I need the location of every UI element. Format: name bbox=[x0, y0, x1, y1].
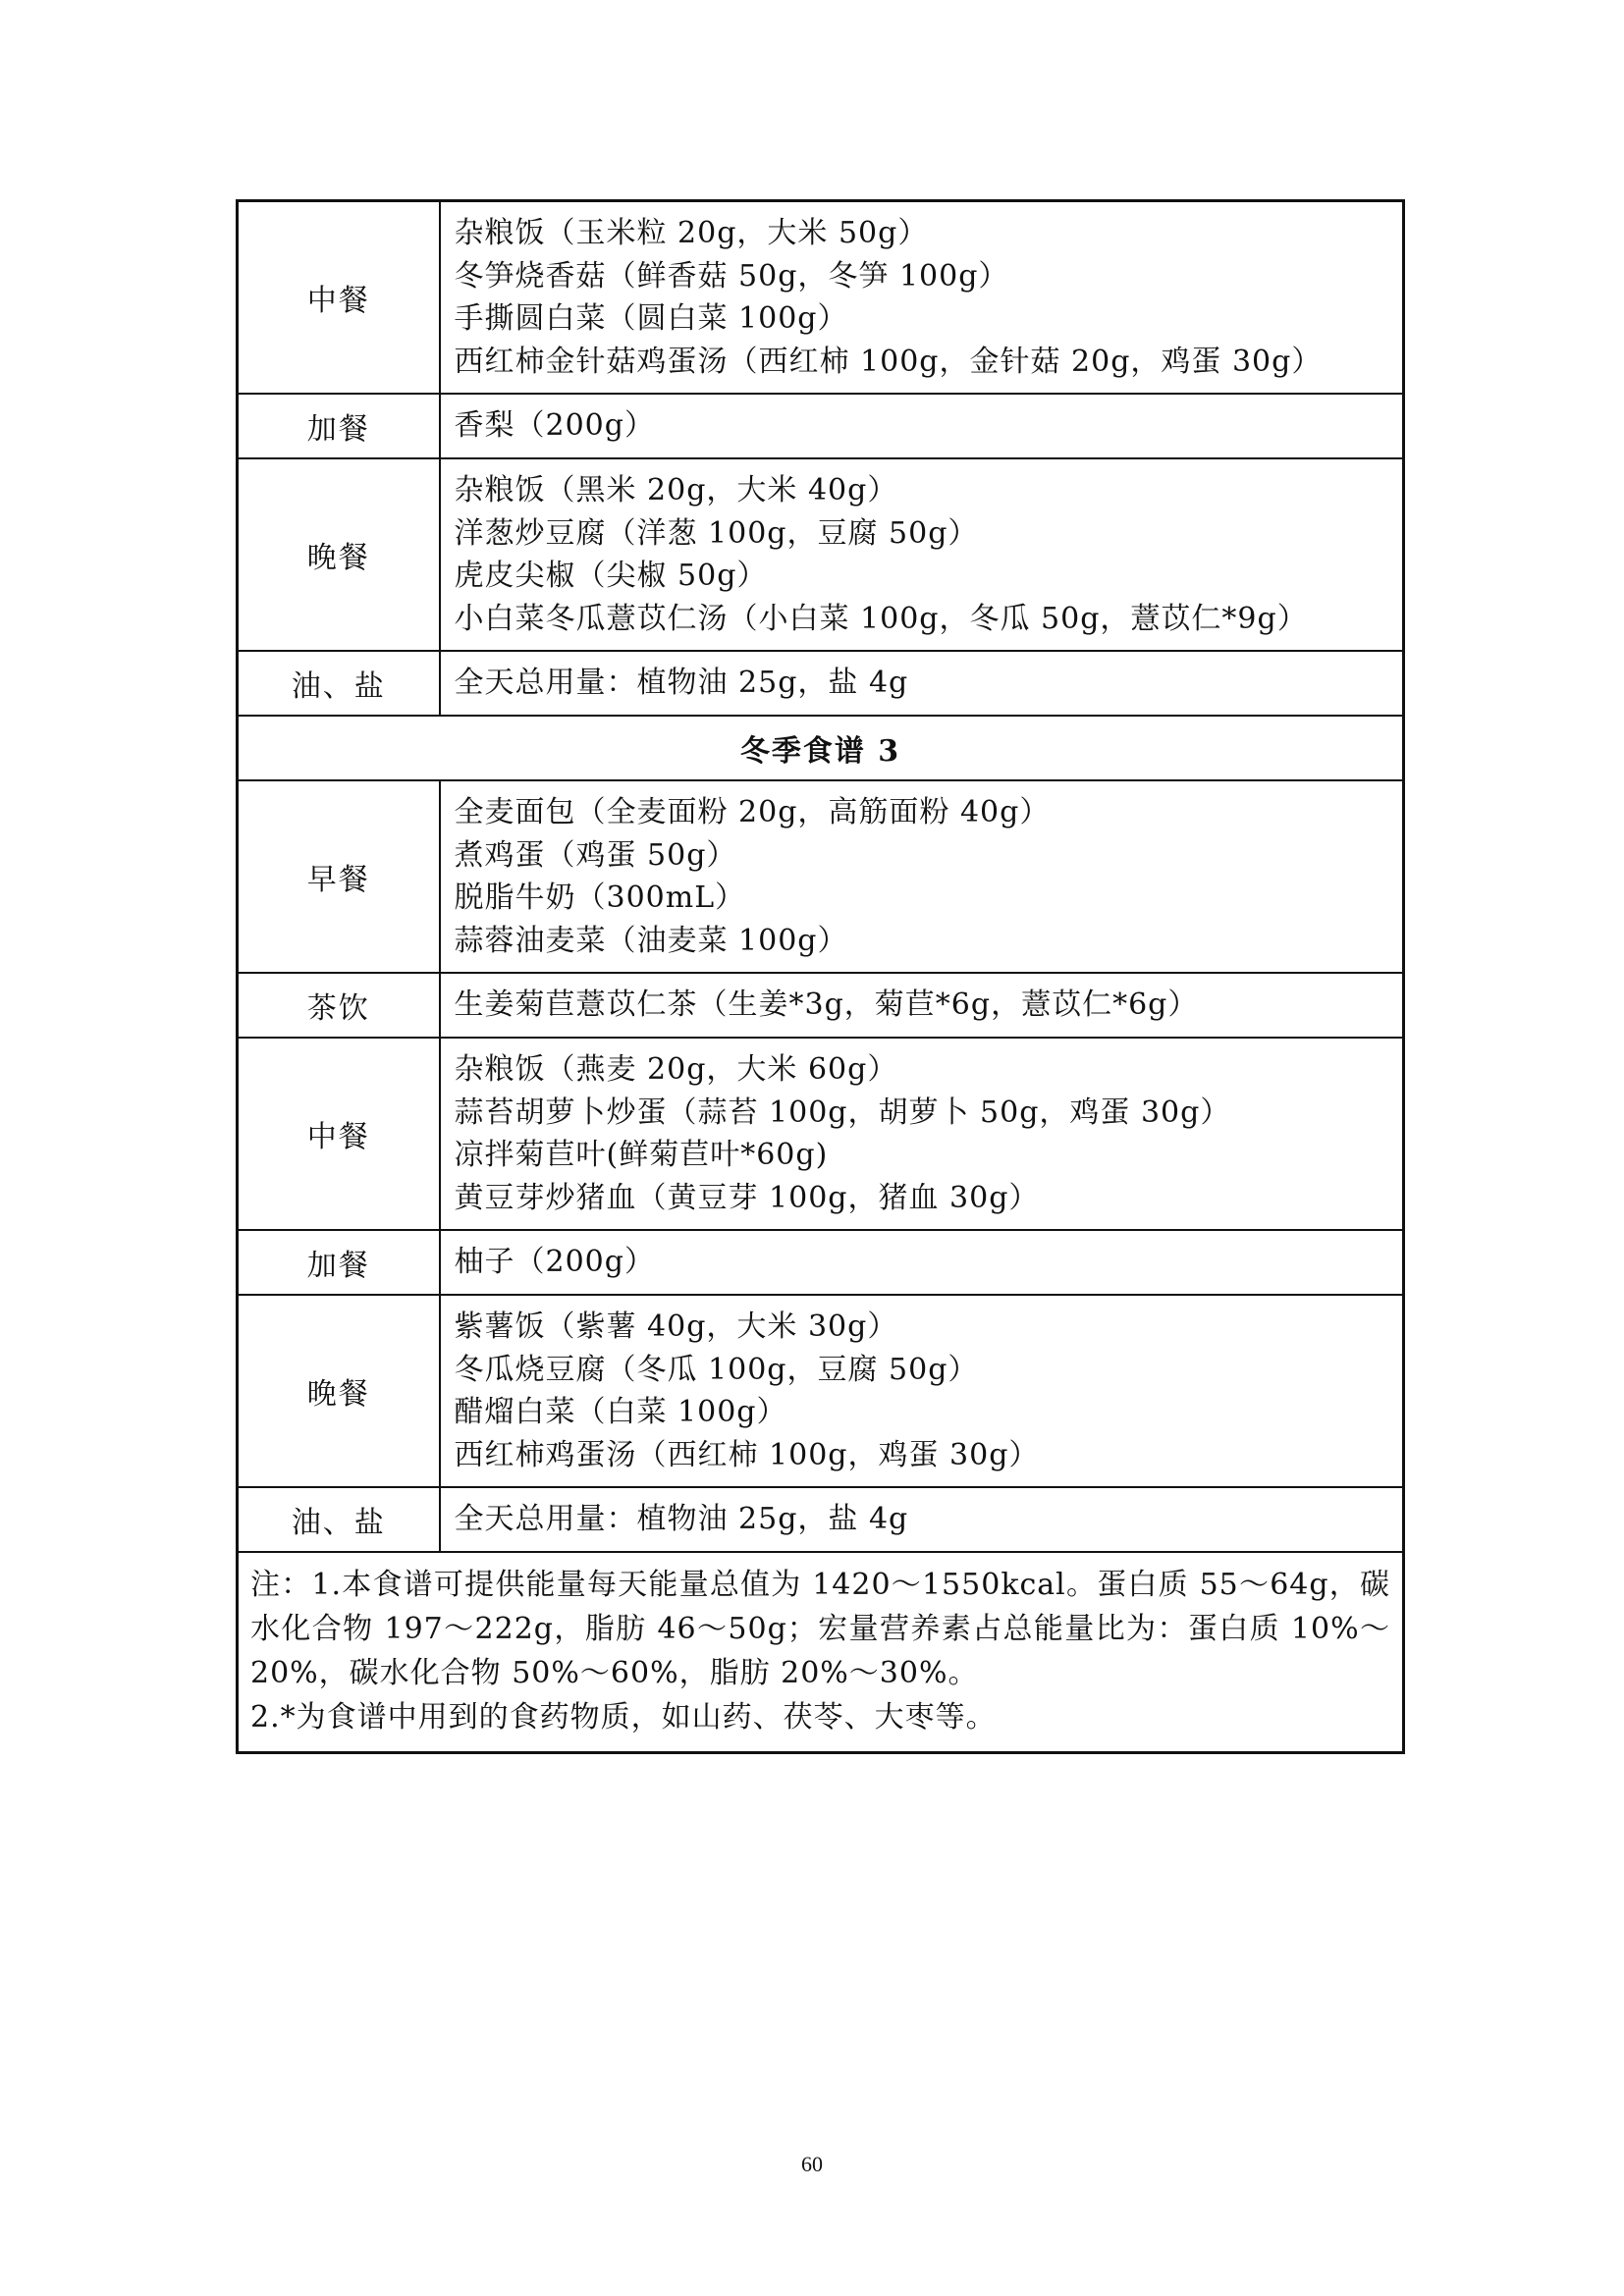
dish-line: 柚子（200g） bbox=[454, 1245, 655, 1280]
dish-line: 凉拌菊苣叶(鲜菊苣叶*60g) bbox=[454, 1138, 829, 1172]
section-title: 冬季食谱 3 bbox=[238, 716, 1404, 780]
dish-line: 全天总用量：植物油 25g，盐 4g bbox=[454, 666, 909, 701]
dish-line: 西红柿金针菇鸡蛋汤（西红柿 100g，金针菇 20g，鸡蛋 30g） bbox=[454, 344, 1323, 379]
dish-line: 蒜蓉油麦菜（油麦菜 100g） bbox=[454, 923, 848, 958]
meal-label: 油、盐 bbox=[238, 651, 440, 716]
meal-label: 油、盐 bbox=[238, 1487, 440, 1552]
page-number: 60 bbox=[801, 2152, 823, 2176]
note-2: 2.*为食谱中用到的食药物质，如山药、茯苓、大枣等。 bbox=[250, 1700, 997, 1735]
dish-line: 蒜苔胡萝卜炒蛋（蒜苔 100g，胡萝卜 50g，鸡蛋 30g） bbox=[454, 1095, 1231, 1130]
menu-row-tea bbox=[238, 973, 1404, 1038]
meal-label: 中餐 bbox=[238, 201, 440, 395]
dish-line: 小白菜冬瓜薏苡仁汤（小白菜 100g，冬瓜 50g，薏苡仁*9g） bbox=[454, 601, 1308, 636]
menu-row-dinner bbox=[238, 458, 1404, 651]
menu-row-oil-salt bbox=[238, 1487, 1404, 1552]
winter-menu-table bbox=[236, 199, 1405, 1754]
dish-line: 虎皮尖椒（尖椒 50g） bbox=[454, 559, 768, 593]
dish-line: 煮鸡蛋（鸡蛋 50g） bbox=[454, 837, 737, 873]
dish-line: 杂粮饭（黑米 20g，大米 40g） bbox=[454, 473, 898, 507]
menu-row-oil-salt bbox=[238, 651, 1404, 716]
menu-row-dinner bbox=[238, 1295, 1404, 1487]
meal-content bbox=[440, 458, 1404, 651]
notes-cell bbox=[238, 1552, 1404, 1753]
meal-content bbox=[440, 1487, 1404, 1552]
dish-line: 黄豆芽炒猪血（黄豆芽 100g，猪血 30g） bbox=[454, 1180, 1040, 1215]
dish-line: 西红柿鸡蛋汤（西红柿 100g，鸡蛋 30g） bbox=[454, 1437, 1040, 1472]
dish-line: 全天总用量：植物油 25g，盐 4g bbox=[454, 1502, 909, 1537]
meal-label: 茶饮 bbox=[238, 973, 440, 1038]
meal-content bbox=[440, 1295, 1404, 1487]
meal-label: 加餐 bbox=[238, 394, 440, 458]
note-1: 注：1.本食谱可提供能量每天能量总值为 1420～1550kcal。蛋白质 55～64g，碳水化合物 197～222g，脂肪 46～50g；宏量营养素占总能量比为：蛋白质 10%～20%，碳水化合物 50%～60%，脂肪 20%～30%。 bbox=[250, 1568, 1390, 1690]
meal-label: 晚餐 bbox=[238, 458, 440, 651]
dish-line: 紫薯饭（紫薯 40g，大米 30g） bbox=[454, 1309, 898, 1344]
meal-content bbox=[440, 1230, 1404, 1295]
dish-line: 冬瓜烧豆腐（冬瓜 100g，豆腐 50g） bbox=[454, 1352, 979, 1387]
meal-content bbox=[440, 780, 1404, 973]
meal-label: 晚餐 bbox=[238, 1295, 440, 1487]
dish-line: 冬笋烧香菇（鲜香菇 50g，冬笋 100g） bbox=[454, 258, 1009, 294]
menu-row-snack bbox=[238, 1230, 1404, 1295]
section-header-row bbox=[238, 716, 1404, 780]
menu-row-snack bbox=[238, 394, 1404, 458]
dish-line: 洋葱炒豆腐（洋葱 100g，豆腐 50g） bbox=[454, 515, 979, 551]
dish-line: 杂粮饭（燕麦 20g，大米 60g） bbox=[454, 1052, 898, 1087]
meal-content bbox=[440, 1038, 1404, 1230]
menu-row-lunch bbox=[238, 1038, 1404, 1230]
meal-content bbox=[440, 394, 1404, 458]
dish-line: 醋熘白菜（白菜 100g） bbox=[454, 1395, 787, 1429]
dish-line: 脱脂牛奶（300mL） bbox=[454, 881, 746, 915]
meal-label: 中餐 bbox=[238, 1038, 440, 1230]
dish-line: 香梨（200g） bbox=[454, 408, 655, 444]
dish-line: 杂粮饭（玉米粒 20g，大米 50g） bbox=[454, 216, 929, 250]
menu-row-breakfast bbox=[238, 780, 1404, 973]
meal-label: 加餐 bbox=[238, 1230, 440, 1295]
meal-label: 早餐 bbox=[238, 780, 440, 973]
meal-content bbox=[440, 201, 1404, 395]
dish-line: 手撕圆白菜（圆白菜 100g） bbox=[454, 301, 848, 336]
dish-line: 全麦面包（全麦面粉 20g，高筋面粉 40g） bbox=[454, 795, 1051, 829]
meal-content bbox=[440, 651, 1404, 716]
menu-row-lunch bbox=[238, 201, 1404, 395]
dish-line: 生姜菊苣薏苡仁茶（生姜*3g，菊苣*6g，薏苡仁*6g） bbox=[454, 988, 1199, 1023]
meal-content bbox=[440, 973, 1404, 1038]
notes-row bbox=[238, 1552, 1404, 1753]
